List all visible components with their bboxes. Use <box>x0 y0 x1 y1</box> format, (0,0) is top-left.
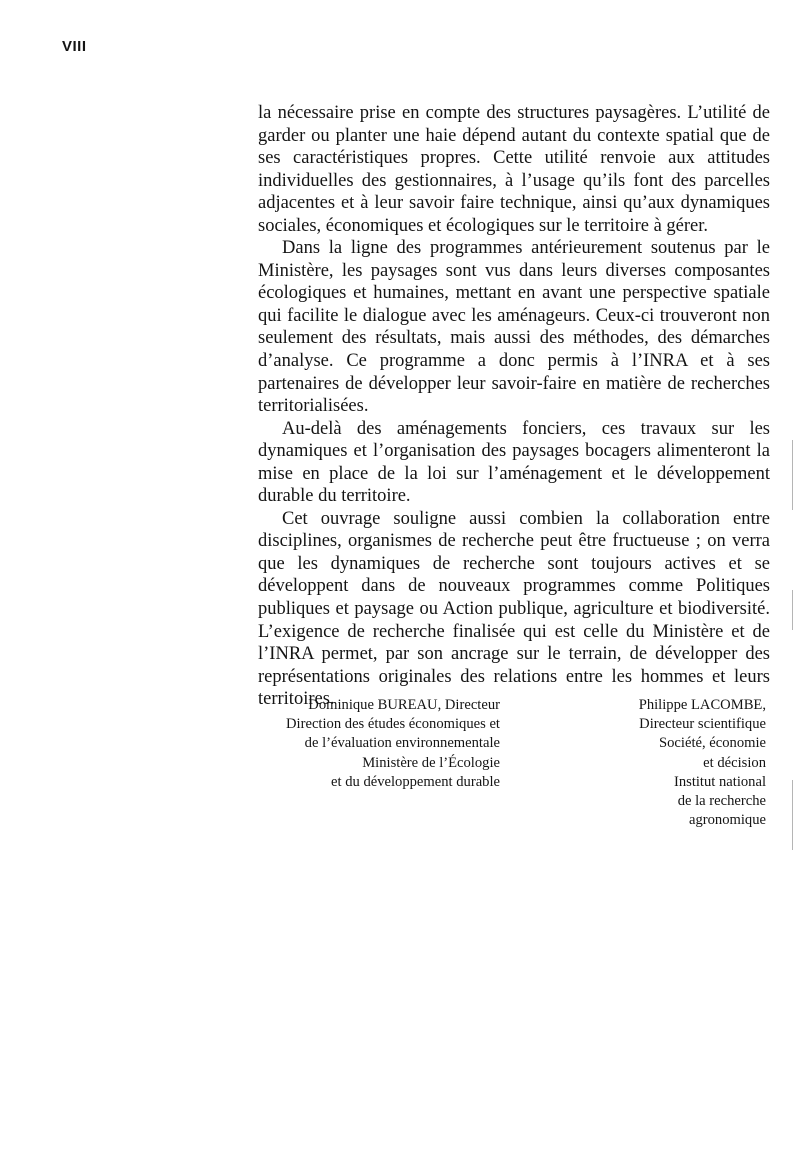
paragraph-1: la nécessaire prise en compte des structures paysagères. L’utilité de garder ou planter une haie dépend autant du contexte spatial que de ses caractéristiques propres. Cette utilité renvoie aux attitudes individuelles des gestionnaires, à l’usage qu’ils font des parcelles adjacentes et à leur savoir faire technique, ainsi qu’aux dynamiques sociales, économiques et écologiques sur le territoire à gérer. <box>258 103 770 236</box>
paragraph-2: Dans la ligne des programmes antérieurement soutenus par le Ministère, les paysages sont vus dans leurs diverses composantes écologiques et humaines, mettant en avant une perspective spatiale qui facilite le dialogue avec les aménageurs. Ceux-ci trouveront non seulement des résultats, mais aussi des méthodes, des démarches d’analyse. Ce programme a donc permis à l’INRA et à ses partenaires de développer leur savoir-faire en matière de recherches territorialisées. <box>258 238 770 417</box>
scan-edge-mark <box>792 440 793 510</box>
body-text <box>258 102 770 711</box>
signature-line: agronomique <box>688 812 766 829</box>
signature-line: et du développement durable <box>331 773 500 790</box>
signature-line: de la recherche <box>677 793 766 810</box>
paragraph-4: Cet ouvrage souligne aussi combien la collaboration entre disciplines, organismes de recherche peut être fructueuse ; on verra que les dynamiques de recherche sont toujours actives et se développent dans de nouveaux programmes comme Politiques publiques et paysage ou Action publique, agriculture et biodiversité. L’exigence de recherche finalisée qui est celle du Ministère et de l’INRA permet, par son ancrage sur le terrain, de développer des représentations originales des relations entre les hommes et leurs territoires. <box>258 508 770 710</box>
scan-edge-mark <box>792 590 793 630</box>
signature-line: Philippe LACOMBE, <box>638 697 766 713</box>
paragraph-3: Au-delà des aménagements fonciers, ces travaux sur les dynamiques et l’organisation des paysages bocagers alimenteront la mise en place de la loi sur l’aménagement et le développement durable du territoire. <box>258 418 770 507</box>
signature-lacombe <box>639 696 766 830</box>
signature-line: Institut national <box>673 773 766 790</box>
signature-line: Directeur scientifique <box>639 716 766 733</box>
signature-line: et décision <box>703 754 766 771</box>
signature-line: Direction des études économiques et <box>286 716 500 733</box>
signature-line: Société, économie <box>659 735 766 752</box>
signature-line: Ministère de l’Écologie <box>362 754 500 771</box>
signature-line: de l’évaluation environnementale <box>304 735 500 752</box>
signature-line: Dominique BUREAU, Directeur <box>308 697 500 713</box>
page-number: VIII <box>62 38 87 55</box>
scan-edge-mark <box>792 780 793 850</box>
signature-bureau <box>286 696 500 792</box>
